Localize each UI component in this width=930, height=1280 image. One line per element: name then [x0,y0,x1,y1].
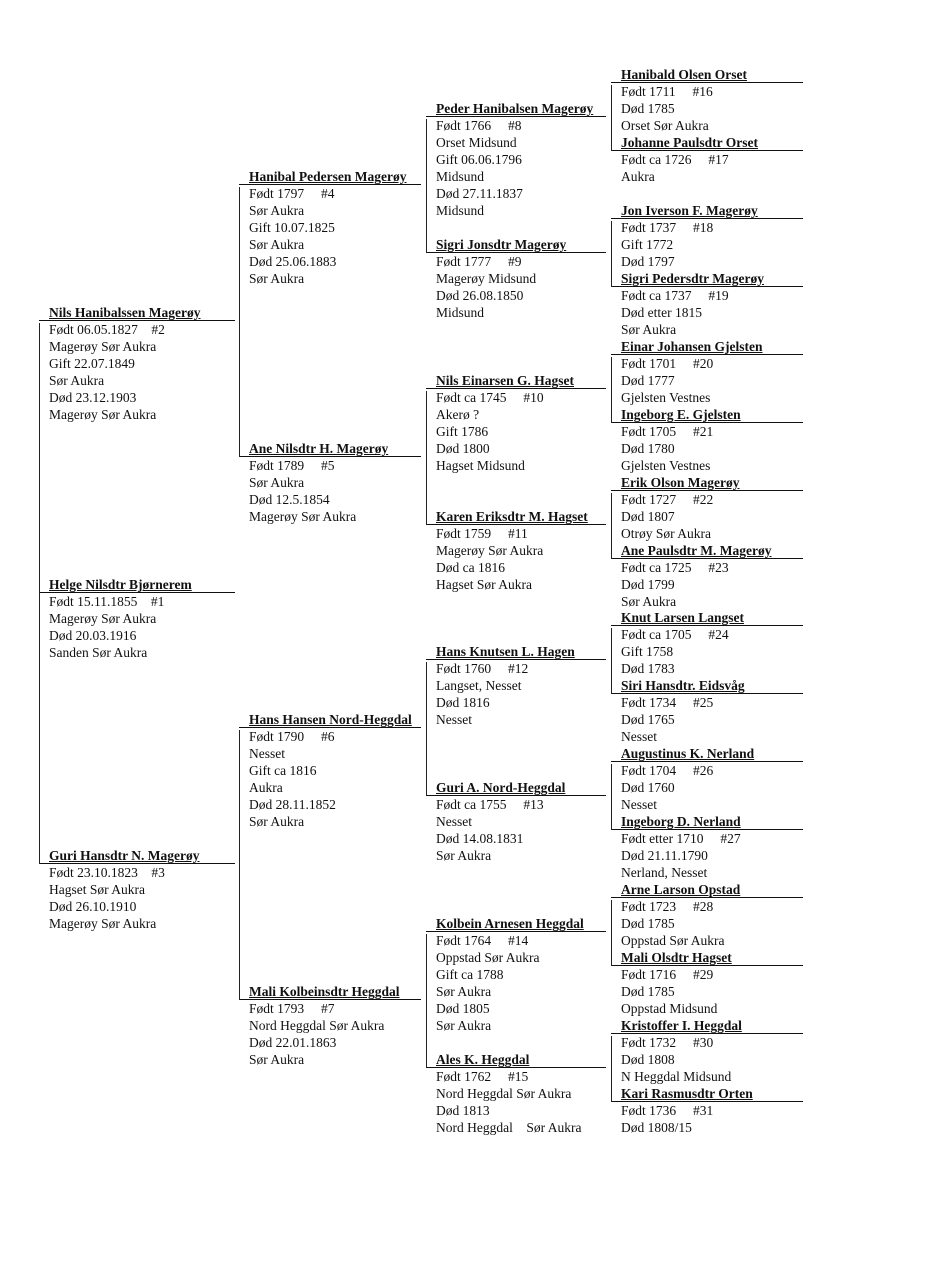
name-rule [39,592,235,593]
person-detail-line: Født 1759 #11 [436,526,528,541]
person-name: Johanne Paulsdtr Orset [621,135,759,150]
person-1 [49,576,241,661]
person-detail-line: Død 23.12.1903 [49,390,137,405]
person-detail-line: Sør Aukra [621,594,677,609]
person-detail-line: Gift ca 1816 [249,763,317,778]
person-detail-line: Langset, Nesset [436,678,522,693]
person-name: Erik Olson Magerøy [621,475,740,490]
person-name: Guri Hansdtr N. Magerøy [49,848,200,863]
name-rule [611,82,803,83]
person-detail-line: Hagset Midsund [436,458,525,473]
name-rule [239,727,421,728]
person-detail-line: Sør Aukra [249,271,305,286]
person-24 [621,609,809,677]
person-detail-line: Nesset [621,797,657,812]
person-detail-line: Født 15.11.1855 #1 [49,594,165,609]
connector-line [611,357,612,423]
person-28 [621,881,809,949]
person-detail-line: Sør Aukra [436,984,492,999]
person-detail-line: Midsund [436,169,485,184]
person-name: Mali Olsdtr Hagset [621,950,732,965]
person-4 [249,168,427,287]
person-detail-line: Oppstad Sør Aukra [621,933,725,948]
person-detail-line: Oppstad Sør Aukra [436,950,540,965]
person-detail-line: Sør Aukra [249,203,305,218]
person-detail-line: Født etter 1710 #27 [621,831,741,846]
person-detail-line: Født 1705 #21 [621,424,714,439]
person-name: Hanibald Olsen Orset [621,67,748,82]
person-detail-line: Død 26.08.1850 [436,288,524,303]
person-detail-line: Født ca 1705 #24 [621,627,729,642]
name-rule [611,965,803,966]
person-13 [436,779,612,864]
person-name: Peder Hanibalsen Magerøy [436,101,594,116]
person-detail-line: N Heggdal Midsund [621,1069,732,1084]
name-rule [426,388,606,389]
person-detail-line: Gift 1786 [436,424,489,439]
person-detail-line: Født 1727 #22 [621,492,714,507]
name-rule [239,456,421,457]
person-detail-line: Død 1785 [621,916,675,931]
person-name: Jon Iverson F. Magerøy [621,203,758,218]
person-detail-line: Født 1704 #26 [621,763,714,778]
person-detail-line: Gift 06.06.1796 [436,152,522,167]
connector-line [611,85,612,151]
person-name: Siri Hansdtr. Eidsvåg [621,678,745,693]
name-rule [239,184,421,185]
person-19 [621,270,809,338]
person-detail-line: Magerøy Sør Aukra [49,407,157,422]
person-name: Einar Johansen Gjelsten [621,339,763,354]
person-detail-line: Død 1808/15 [621,1120,692,1135]
person-name: Mali Kolbeinsdtr Heggdal [249,984,400,999]
person-detail-line: Død 1785 [621,101,675,116]
person-17 [621,134,809,185]
person-detail-line: Død 26.10.1910 [49,899,137,914]
name-rule [611,829,803,830]
connector-line [426,934,427,1068]
person-31 [621,1085,809,1136]
name-rule [611,150,803,151]
person-detail-line: Død 21.11.1790 [621,848,708,863]
person-name: Ingeborg E. Gjelsten [621,407,741,422]
person-name: Augustinus K. Nerland [621,746,755,761]
person-name: Sigri Pedersdtr Magerøy [621,271,764,286]
person-detail-line: Akerø ? [436,407,480,422]
person-detail-line: Sør Aukra [249,237,305,252]
person-detail-line: Magerøy Sør Aukra [436,543,544,558]
person-name: Knut Larsen Langset [621,610,745,625]
person-detail-line: Født ca 1725 #23 [621,560,729,575]
person-30 [621,1017,809,1085]
connector-line [611,221,612,287]
name-rule [39,863,235,864]
person-detail-line: Død 1765 [621,712,675,727]
person-detail-line: Født ca 1737 #19 [621,288,729,303]
name-rule [239,999,421,1000]
person-detail-line: Født 1793 #7 [249,1001,335,1016]
person-detail-line: Midsund [436,203,485,218]
person-detail-line: Gjelsten Vestnes [621,458,711,473]
person-12 [436,643,612,728]
name-rule [611,1101,803,1102]
person-detail-line: Død 1777 [621,373,675,388]
connector-line [611,900,612,966]
name-rule [426,524,606,525]
person-name: Kristoffer I. Heggdal [621,1018,742,1033]
person-name: Karen Eriksdtr M. Hagset [436,509,588,524]
person-detail-line: Død 1805 [436,1001,490,1016]
person-name: Ane Nilsdtr H. Magerøy [249,441,389,456]
person-detail-line: Død 22.01.1863 [249,1035,337,1050]
person-name: Arne Larson Opstad [621,882,741,897]
person-detail-line: Født 1790 #6 [249,729,335,744]
person-detail-line: Født 1797 #4 [249,186,335,201]
person-detail-line: Død 1797 [621,254,675,269]
name-rule [611,286,803,287]
name-rule [611,218,803,219]
person-detail-line: Aukra [621,169,655,184]
name-rule [426,659,606,660]
person-detail-line: Orset Sør Aukra [621,118,709,133]
person-detail-line: Nesset [436,814,472,829]
name-rule [39,320,235,321]
person-name: Ingeborg D. Nerland [621,814,741,829]
person-detail-line: Død 28.11.1852 [249,797,336,812]
person-detail-line: Sør Aukra [249,814,305,829]
person-detail-line: Død 14.08.1831 [436,831,524,846]
person-3 [49,847,241,932]
person-name: Kolbein Arnesen Heggdal [436,916,584,931]
person-detail-line: Nord Heggdal Sør Aukra [249,1018,385,1033]
person-detail-line: Otrøy Sør Aukra [621,526,711,541]
person-detail-line: Død 1807 [621,509,675,524]
person-29 [621,949,809,1017]
person-detail-line: Født 1701 #20 [621,356,714,371]
person-21 [621,406,809,474]
person-name: Nils Einarsen G. Hagset [436,373,575,388]
person-detail-line: Død 1808 [621,1052,675,1067]
connector-line [611,1036,612,1102]
person-23 [621,542,809,610]
name-rule [611,558,803,559]
name-rule [426,116,606,117]
person-detail-line: Gjelsten Vestnes [621,390,711,405]
name-rule [611,625,803,626]
person-18 [621,202,809,270]
person-detail-line: Gift 1758 [621,644,674,659]
person-detail-line: Gift 1772 [621,237,674,252]
person-detail-line: Nerland, Nesset [621,865,708,880]
person-detail-line: Død 25.06.1883 [249,254,337,269]
person-detail-line: Død ca 1816 [436,560,505,575]
person-detail-line: Født 1737 #18 [621,220,714,235]
person-detail-line: Gift ca 1788 [436,967,504,982]
name-rule [611,897,803,898]
person-5 [249,440,427,525]
connector-line [426,662,427,796]
person-27 [621,813,809,881]
person-detail-line: Død 27.11.1837 [436,186,523,201]
person-detail-line: Død 12.5.1854 [249,492,330,507]
person-11 [436,508,612,593]
person-detail-line: Født 1711 #16 [621,84,713,99]
person-name: Ales K. Heggdal [436,1052,530,1067]
connector-line [426,119,427,253]
person-16 [621,66,809,134]
person-detail-line: Sør Aukra [249,475,305,490]
person-detail-line: Magerøy Sør Aukra [49,611,157,626]
person-detail-line: Født 1736 #31 [621,1103,714,1118]
person-name: Hans Knutsen L. Hagen [436,644,575,659]
person-7 [249,983,427,1068]
person-detail-line: Født ca 1726 #17 [621,152,729,167]
person-detail-line: Død 1785 [621,984,675,999]
person-detail-line: Født ca 1745 #10 [436,390,544,405]
person-detail-line: Sør Aukra [436,1018,492,1033]
person-detail-line: Født 23.10.1823 #3 [49,865,165,880]
person-14 [436,915,612,1034]
person-detail-line: Aukra [249,780,283,795]
person-detail-line: Hagset Sør Aukra [436,577,532,592]
person-name: Helge Nilsdtr Bjørnerem [49,577,192,592]
person-detail-line: Nesset [621,729,657,744]
person-detail-line: Midsund [436,305,485,320]
person-detail-line: Født 1732 #30 [621,1035,714,1050]
name-rule [611,354,803,355]
person-name: Nils Hanibalssen Magerøy [49,305,201,320]
connector-line [239,730,240,1000]
connector-line [39,323,40,864]
person-detail-line: Født 06.05.1827 #2 [49,322,165,337]
person-detail-line: Død 1783 [621,661,675,676]
person-name: Sigri Jonsdtr Magerøy [436,237,567,252]
person-detail-line: Død 1800 [436,441,490,456]
name-rule [426,1067,606,1068]
name-rule [611,1033,803,1034]
person-detail-line: Født 1723 #28 [621,899,714,914]
person-15 [436,1051,612,1136]
person-name: Guri A. Nord-Heggdal [436,780,566,795]
person-detail-line: Nesset [249,746,285,761]
person-detail-line: Født 1734 #25 [621,695,714,710]
person-name: Kari Rasmusdtr Orten [621,1086,753,1101]
person-detail-line: Sør Aukra [436,848,492,863]
person-name: Hanibal Pedersen Magerøy [249,169,407,184]
person-detail-line: Død 1813 [436,1103,490,1118]
person-detail-line: Gift 22.07.1849 [49,356,135,371]
person-detail-line: Sanden Sør Aukra [49,645,148,660]
person-detail-line: Hagset Sør Aukra [49,882,145,897]
person-detail-line: Født 1766 #8 [436,118,522,133]
person-name: Ane Paulsdtr M. Magerøy [621,543,772,558]
connector-line [239,187,240,457]
person-detail-line: Død 1780 [621,441,675,456]
name-rule [611,693,803,694]
name-rule [611,422,803,423]
connector-line [611,628,612,694]
person-detail-line: Død 1816 [436,695,490,710]
person-detail-line: Magerøy Sør Aukra [249,509,357,524]
person-detail-line: Nord Heggdal Sør Aukra [436,1120,582,1135]
person-9 [436,236,612,321]
person-detail-line: Født 1762 #15 [436,1069,529,1084]
person-detail-line: Født 1716 #29 [621,967,714,982]
person-detail-line: Magerøy Sør Aukra [49,339,157,354]
connector-line [611,764,612,830]
person-2 [49,304,241,423]
person-detail-line: Gift 10.07.1825 [249,220,335,235]
name-rule [426,795,606,796]
name-rule [611,490,803,491]
person-6 [249,711,427,830]
person-detail-line: Nesset [436,712,472,727]
person-detail-line: Født 1789 #5 [249,458,335,473]
person-detail-line: Sør Aukra [249,1052,305,1067]
person-detail-line: Magerøy Midsund [436,271,537,286]
person-20 [621,338,809,406]
connector-line [426,391,427,525]
person-name: Hans Hansen Nord-Heggdal [249,712,412,727]
person-8 [436,100,612,219]
person-25 [621,677,809,745]
person-detail-line: Nord Heggdal Sør Aukra [436,1086,572,1101]
person-detail-line: Magerøy Sør Aukra [49,916,157,931]
person-22 [621,474,809,542]
person-detail-line: Født 1764 #14 [436,933,529,948]
person-detail-line: Sør Aukra [621,322,677,337]
person-detail-line: Født 1777 #9 [436,254,522,269]
person-detail-line: Oppstad Midsund [621,1001,718,1016]
person-detail-line: Orset Midsund [436,135,517,150]
person-detail-line: Død 1799 [621,577,675,592]
person-detail-line: Født ca 1755 #13 [436,797,544,812]
person-detail-line: Sør Aukra [49,373,105,388]
name-rule [426,931,606,932]
person-detail-line: Født 1760 #12 [436,661,529,676]
name-rule [426,252,606,253]
person-detail-line: Død 20.03.1916 [49,628,137,643]
person-26 [621,745,809,813]
person-detail-line: Død 1760 [621,780,675,795]
connector-line [611,493,612,559]
person-detail-line: Død etter 1815 [621,305,702,320]
name-rule [611,761,803,762]
